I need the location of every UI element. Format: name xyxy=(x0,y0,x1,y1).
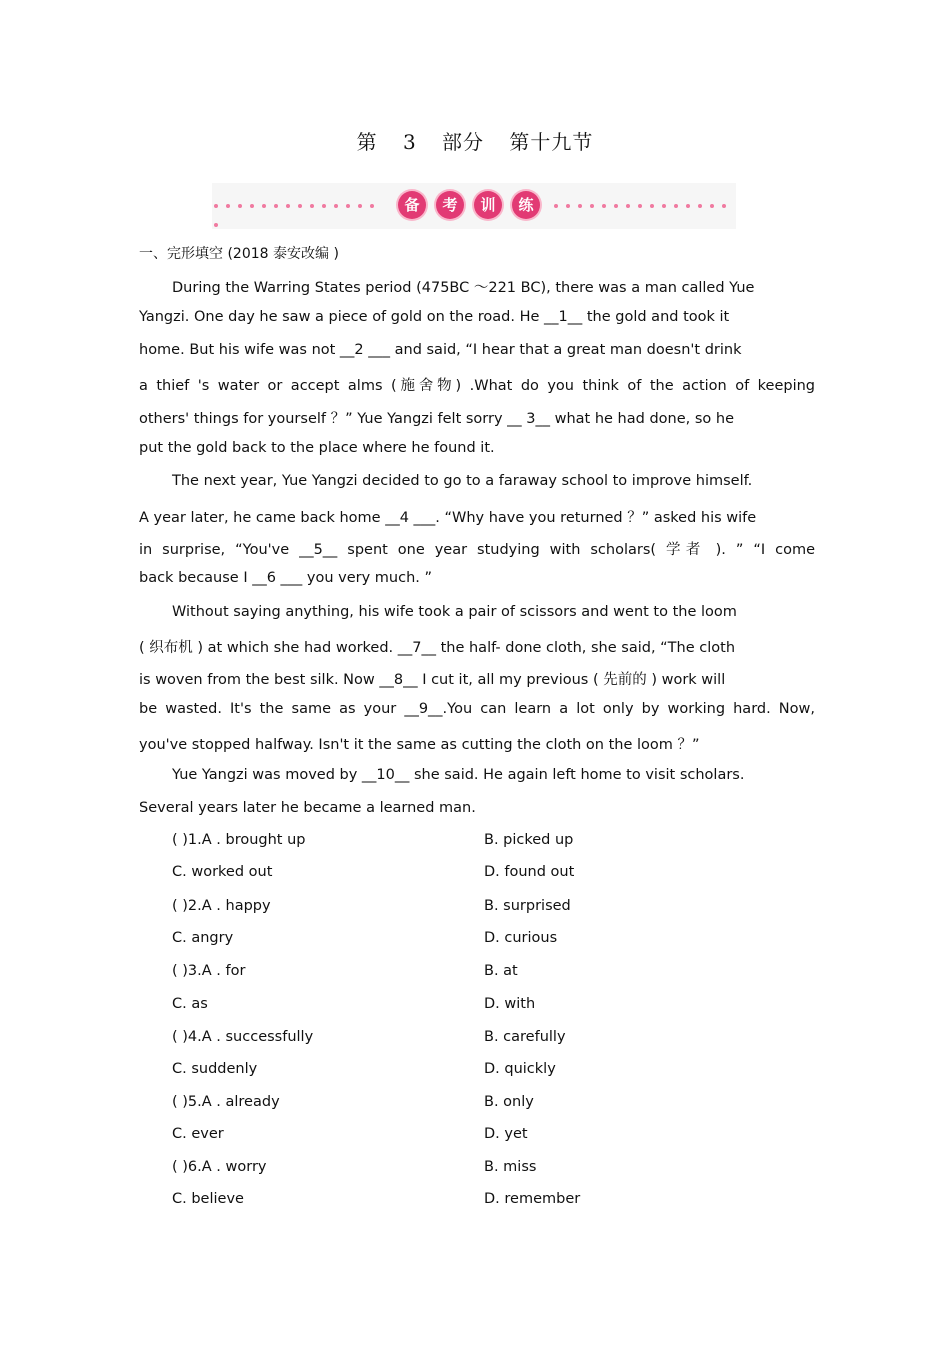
question-6-option-a: ( )6.A . worry xyxy=(172,1159,267,1175)
passage-line: you've stopped halfway. Isn't it the same as cutting the cloth on the loom ？” xyxy=(139,737,700,753)
passage-line: The next year, Yue Yangzi decided to go to a faraway school to improve himself. xyxy=(172,473,753,489)
question-5-option-b: B. only xyxy=(484,1094,534,1110)
passage-line: Without saying anything, his wife took a pair of scissors and went to the loom xyxy=(172,604,737,620)
question-2-option-c: C. angry xyxy=(172,930,234,946)
banner-badge: 练 xyxy=(512,191,540,219)
question-6-option-d: D. remember xyxy=(484,1191,581,1207)
passage-line: Yangzi. One day he saw a piece of gold on the road. He __1__ the gold and took it xyxy=(139,309,730,325)
banner-dots-left xyxy=(214,204,392,208)
question-6-option-c: C. believe xyxy=(172,1191,244,1207)
question-5-option-a: ( )5.A . already xyxy=(172,1094,280,1110)
passage-line: A year later, he came back home __4 ___. “Why have you returned ？” asked his wife xyxy=(139,510,757,526)
question-5-option-d: D. yet xyxy=(484,1126,528,1142)
banner-badge: 考 xyxy=(436,191,464,219)
banner-badge: 训 xyxy=(474,191,502,219)
question-4-option-a: ( )4.A . successfully xyxy=(172,1029,314,1045)
passage-line: back because I __6 ___ you very much. ” xyxy=(139,570,433,586)
passage-line: put the gold back to the place where he found it. xyxy=(139,440,495,456)
passage-line: Yue Yangzi was moved by __10__ she said. He again left home to visit scholars. xyxy=(172,767,745,783)
question-1-option-d: D. found out xyxy=(484,864,575,880)
question-6-option-b: B. miss xyxy=(484,1159,537,1175)
question-4-option-d: D. quickly xyxy=(484,1061,556,1077)
question-3-option-a: ( )3.A . for xyxy=(172,963,246,979)
passage-line: be wasted. It's the same as your __9__.You can learn a lot only by working hard. Now, xyxy=(139,701,815,717)
passage-line: is woven from the best silk. Now __8__ I cut it, all my previous ( 先前的 ) work will xyxy=(139,672,726,688)
question-4-option-c: C. suddenly xyxy=(172,1061,258,1077)
question-3-option-d: D. with xyxy=(484,996,536,1012)
passage-line: home. But his wife was not __2 ___ and said, “I hear that a great man doesn't drink xyxy=(139,342,742,358)
question-2-option-b: B. surprised xyxy=(484,898,571,914)
question-1-option-c: C. worked out xyxy=(172,864,273,880)
banner-dots-right xyxy=(554,204,734,208)
question-2-option-a: ( )2.A . happy xyxy=(172,898,271,914)
page-title: 第 3 部分 第十九节 xyxy=(356,130,594,154)
passage-line: ( 织布机 ) at which she had worked. __7__ the half- done cloth, she said, “The cloth xyxy=(139,640,736,656)
question-4-option-b: B. carefully xyxy=(484,1029,566,1045)
question-5-option-c: C. ever xyxy=(172,1126,224,1142)
passage-line: a thief 's water or accept alms (施舍物) .What do you think of the action of keeping xyxy=(139,378,815,394)
passage-line: in surprise, “You've __5__ spent one year studying with scholars( 学者 ). ” “I come xyxy=(139,542,815,558)
banner-badges xyxy=(398,191,550,221)
question-3-option-b: B. at xyxy=(484,963,518,979)
question-1-option-b: B. picked up xyxy=(484,832,574,848)
section-heading: 一、完形填空 (2018 泰安改编 ) xyxy=(139,246,339,262)
passage-line: Several years later he became a learned man. xyxy=(139,800,476,816)
section-banner xyxy=(212,183,736,229)
banner-badge: 备 xyxy=(398,191,426,219)
passage-line: During the Warring States period (475BC ～221 BC), there was a man called Yue xyxy=(172,280,755,296)
question-3-option-c: C. as xyxy=(172,996,208,1012)
passage-line: others' things for yourself ？” Yue Yangzi felt sorry __ 3__ what he had done, so he xyxy=(139,411,734,427)
question-2-option-d: D. curious xyxy=(484,930,558,946)
question-1-option-a: ( )1.A . brought up xyxy=(172,832,306,848)
